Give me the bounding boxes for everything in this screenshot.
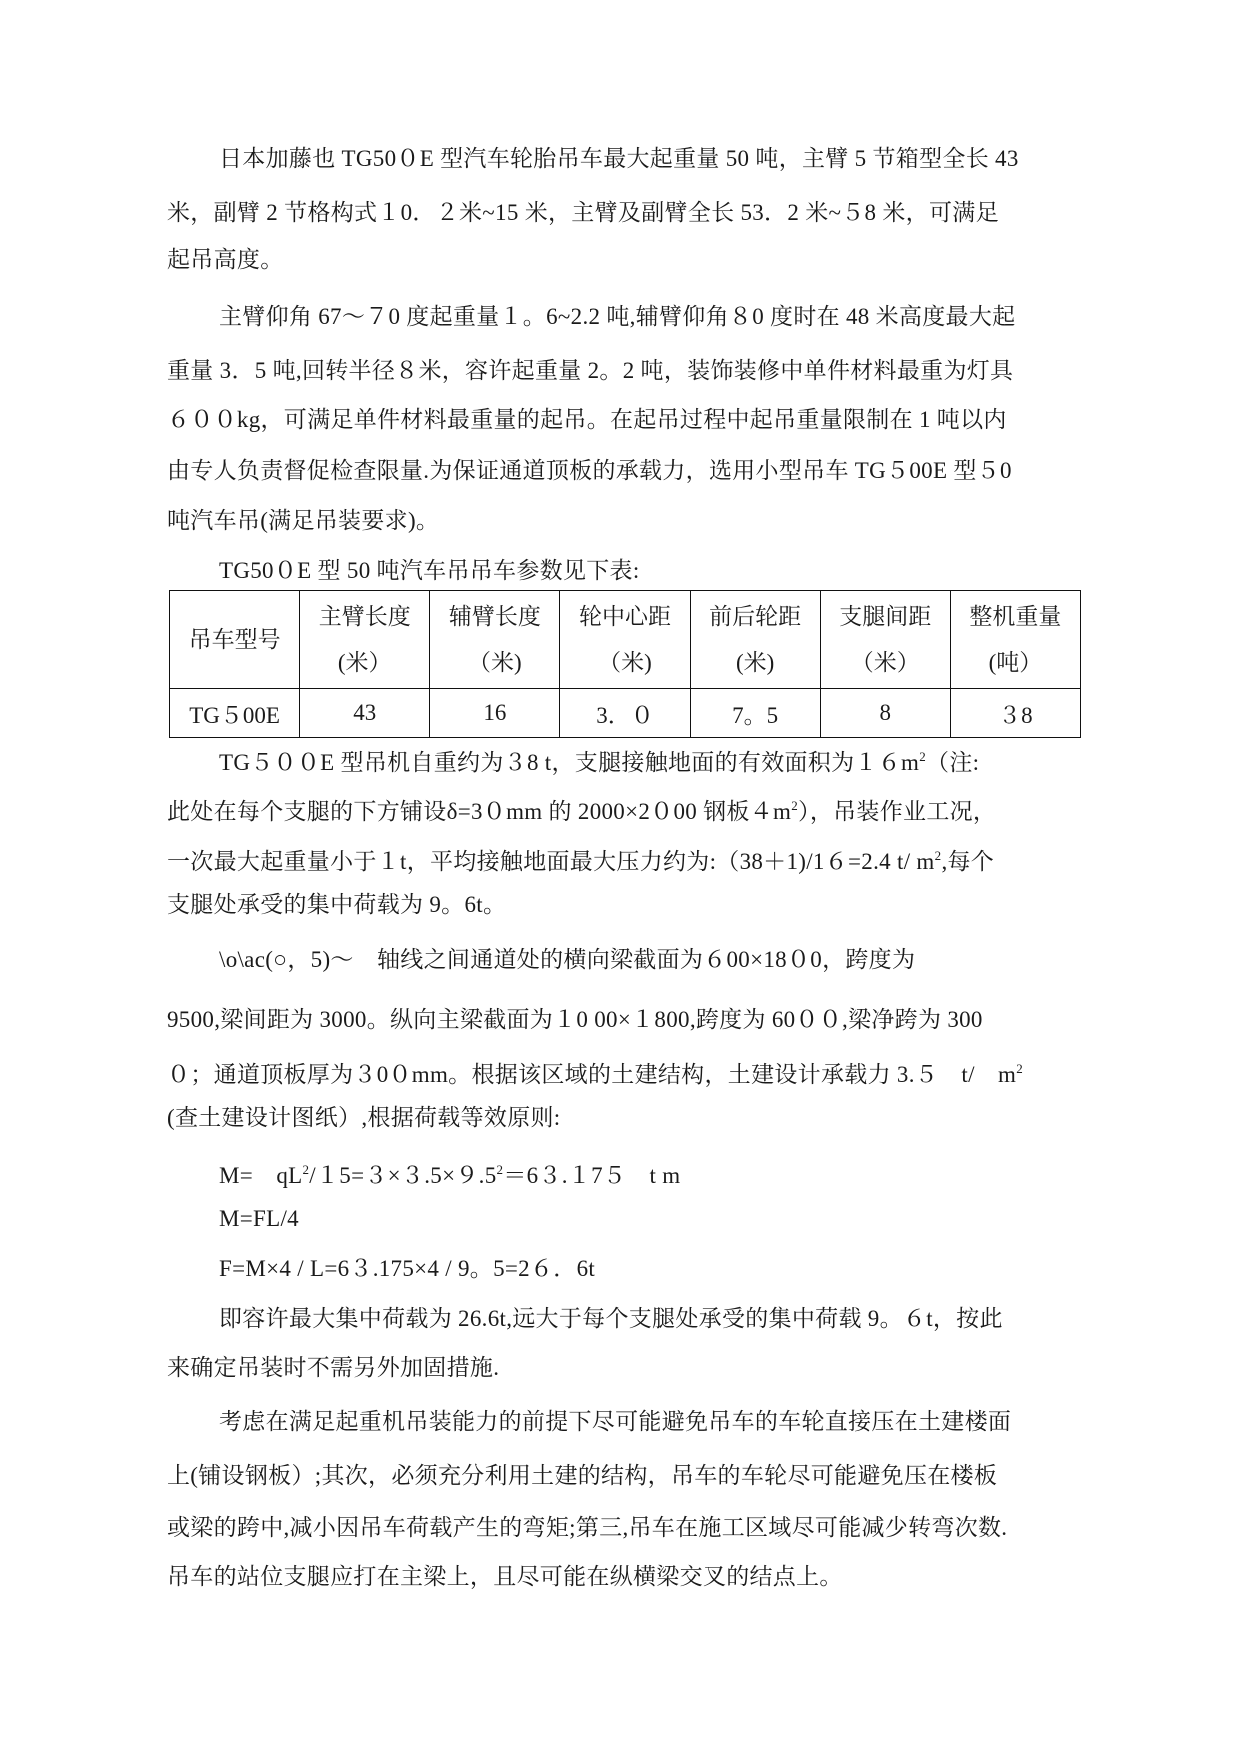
text: M= qL bbox=[219, 1163, 303, 1188]
header-cell-wheelbase bbox=[690, 591, 820, 689]
header-unit: （米） bbox=[850, 649, 920, 675]
table-caption: TG50０E 型 50 吨汽车吊吊车参数见下表: bbox=[219, 558, 640, 583]
paragraph-line: 支腿处承受的集中荷载为 9。6t。 bbox=[167, 892, 507, 917]
header-unit: （米) bbox=[468, 649, 522, 675]
text: ），吊装作业工况， bbox=[798, 799, 997, 824]
paragraph-line: 即容许最大集中荷载为 26.6t,远大于每个支腿处承受的集中荷载 9。６t，按此 bbox=[219, 1306, 1003, 1331]
cell-total-weight: ３8 bbox=[950, 689, 1080, 738]
paragraph-line: 米，副臂 2 节格构式１0．２米~15 米，主臂及副臂全长 53．2 米~５8 米，可满足 bbox=[167, 200, 999, 225]
paragraph-line: 重量 3．5 吨,回转半径８米，容许起重量 2。2 吨，装饰装修中单件材料最重为灯具 bbox=[167, 358, 1014, 383]
paragraph-line: 由专人负责督促检查限量.为保证通道顶板的承载力，选用小型吊车 TG５00E 型５0 bbox=[167, 458, 1012, 483]
paragraph-line: 吊车的站位支腿应打在主梁上，且尽可能在纵横梁交叉的结点上。 bbox=[167, 1564, 843, 1589]
paragraph-line: (查土建设计图纸）,根据荷载等效原则: bbox=[167, 1105, 561, 1130]
paragraph-line: 起吊高度。 bbox=[167, 247, 284, 272]
table-header-row bbox=[170, 591, 1081, 689]
header-label: 轮中心距 bbox=[578, 603, 671, 629]
superscript: 2 bbox=[1016, 1061, 1024, 1076]
superscript: 2 bbox=[791, 798, 799, 813]
paragraph-line: 9500,梁间距为 3000。纵向主梁截面为１0 00×１800,跨度为 60００,梁净跨为 300 bbox=[167, 1007, 983, 1032]
header-cell-model bbox=[170, 591, 300, 689]
paragraph-line: 考虑在满足起重机吊装能力的前提下尽可能避免吊车的车轮直接压在土建楼面 bbox=[219, 1409, 1012, 1434]
text: 一次最大起重量小于１t，平均接触地面最大压力约为:（38＋1)/1６=2.4 t/ m bbox=[167, 849, 935, 874]
text: TG５００E 型吊机自重约为３8 t，支腿接触地面的有效面积为１６m bbox=[219, 750, 920, 775]
header-label: 整机重量 bbox=[969, 603, 1062, 629]
paragraph-line: 上(铺设钢板）;其次，必须充分利用土建的结构，吊车的车轮尽可能避免压在楼板 bbox=[167, 1463, 998, 1488]
cell-wheel-center: 3．０ bbox=[560, 689, 690, 738]
formula-moment-force: M=FL/4 bbox=[219, 1206, 299, 1231]
paragraph-line: 或梁的跨中,减小因吊车荷载产生的弯矩;第三,吊车在施工区域尽可能减少转弯次数. bbox=[167, 1515, 1008, 1540]
header-unit: （米) bbox=[598, 649, 652, 675]
header-label: 主臂长度 bbox=[318, 603, 411, 629]
cell-aux-boom: 16 bbox=[430, 689, 560, 738]
paragraph-line: \o\ac(○，5)～ 轴线之间通道处的横向梁截面为６00×18０0，跨度为 bbox=[219, 947, 916, 972]
cell-wheelbase: 7。5 bbox=[690, 689, 820, 738]
paragraph-line bbox=[167, 841, 1077, 877]
cell-outrigger-span: 8 bbox=[820, 689, 950, 738]
text: /１5=３×３.5×９.5 bbox=[309, 1163, 497, 1188]
paragraph-line: ６００kg，可满足单件材料最重量的起吊。在起吊过程中起吊重量限制在 1 吨以内 bbox=[167, 407, 1007, 432]
header-label: 前后轮距 bbox=[709, 603, 802, 629]
paragraph-line: 主臂仰角 67～７0 度起重量１。6~2.2 吨,辅臂仰角８0 度时在 48 米高度最大起 bbox=[219, 304, 1016, 329]
paragraph-line bbox=[167, 791, 1077, 827]
formula-force: F=M×4 / L=6３.175×4 / 9。5=2６．6t bbox=[219, 1256, 596, 1281]
text: ＝6３.１7５ t m bbox=[503, 1163, 681, 1188]
paragraph-line: 吨汽车吊(满足吊装要求)。 bbox=[167, 508, 440, 533]
text: ,每个 bbox=[941, 849, 995, 874]
paragraph-line bbox=[167, 1054, 1077, 1090]
cell-model: TG５00E bbox=[170, 689, 300, 738]
formula-moment bbox=[219, 1155, 1129, 1191]
header-cell-total-weight bbox=[950, 591, 1080, 689]
paragraph-line: 来确定吊装时不需另外加固措施. bbox=[167, 1355, 500, 1380]
paragraph-line: 日本加藤也 TG50０E 型汽车轮胎吊车最大起重量 50 吨，主臂 5 节箱型全长 43 bbox=[219, 146, 1019, 171]
header-label: 吊车型号 bbox=[188, 626, 281, 652]
superscript: 2 bbox=[496, 1162, 504, 1177]
text: ０；通道顶板厚为３0０mm。根据该区域的土建结构，土建设计承载力 3.５ t/ m bbox=[167, 1062, 1017, 1087]
header-label: 辅臂长度 bbox=[448, 603, 541, 629]
crane-parameters-table bbox=[169, 590, 1081, 738]
header-label: 支腿间距 bbox=[839, 603, 932, 629]
table-row bbox=[170, 689, 1081, 738]
text: （注: bbox=[926, 750, 980, 775]
cell-main-boom: 43 bbox=[300, 689, 430, 738]
superscript: 2 bbox=[302, 1162, 310, 1177]
text: 此处在每个支腿的下方铺设δ=3０mm 的 2000×2０00 钢板４m bbox=[167, 799, 792, 824]
superscript: 2 bbox=[919, 749, 927, 764]
header-unit: (吨） bbox=[988, 649, 1043, 675]
header-cell-main-boom bbox=[300, 591, 430, 689]
header-cell-outrigger-span bbox=[820, 591, 950, 689]
header-cell-wheel-center bbox=[560, 591, 690, 689]
header-unit: (米） bbox=[337, 649, 392, 675]
paragraph-line bbox=[219, 742, 1129, 778]
header-cell-aux-boom bbox=[430, 591, 560, 689]
superscript: 2 bbox=[934, 848, 942, 863]
header-unit: (米) bbox=[735, 649, 775, 675]
